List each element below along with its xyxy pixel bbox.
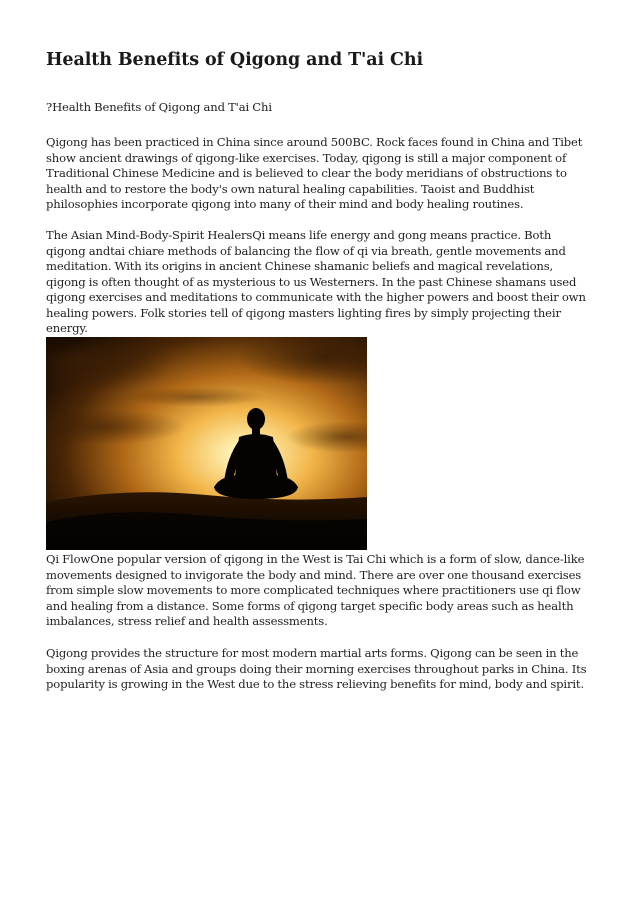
meditation-photo [46,337,367,550]
paragraph-healers: The Asian Mind-Body-Spirit HealersQi means life energy and gong means practice. Both qigong andtai chiare methods of balancing the flow of qi via breath, gentle movements and meditation. With its origins in ancient Chinese shamanic beliefs and magical revelations, qigong is often thought of as mysterious to us Westerners. In the past Chinese shamans used qigong exercises and meditations to communicate with the higher powers and boost their own healing powers. Folk stories tell of qigong masters lighting fires by simply projecting their energy. [46,228,586,335]
paragraph-qi-flow: Qi FlowOne popular version of qigong in the West is Tai Chi which is a form of slow, dance-like movements designed to invigorate the body and mind. There are over one thousand exercises from simple slow movements to more complicated techniques where practitioners use qi flow and healing from a distance. Some forms of qigong target specific body areas such as health imbalances, stress relief and health assessments. [46,552,585,628]
paragraph-martial-arts: Qigong provides the structure for most modern martial arts forms. Qigong can be seen in the boxing arenas of Asia and groups doing their morning exercises throughout parks in China. Its popularity is growing in the West due to the stress relieving benefits for mind, body and spirit. [46,646,587,691]
document-title: Health Benefits of Qigong and T'ai Chi [46,50,424,70]
document-subtitle: ?Health Benefits of Qigong and T'ai Chi [46,100,272,114]
paragraph-intro: Qigong has been practiced in China since around 500BC. Rock faces found in China and Tibet show ancient drawings of qigong-like exercises. Today, qigong is still a major component of Traditional Chinese Medicine and is believed to clear the body meridians of obstructions to health and to restore the body's own natural healing capabilities. Taoist and Buddhist philosophies incorporate qigong into many of their mind and body healing routines. [46,135,583,211]
